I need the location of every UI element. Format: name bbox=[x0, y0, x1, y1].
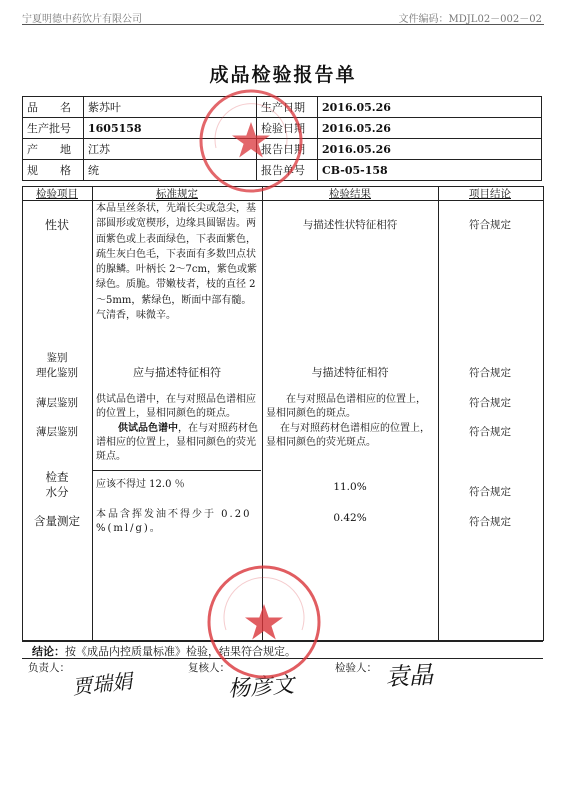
responsible-label: 负责人： bbox=[28, 662, 70, 674]
row-conclusion-identification: 符合规定 bbox=[469, 367, 511, 379]
test-date-label: 检验日期 bbox=[257, 118, 318, 139]
seal-star-icon bbox=[245, 604, 283, 640]
responsible-signature: 贾瑞娟 bbox=[71, 668, 134, 700]
inspector-signature: 袁晶 bbox=[384, 660, 434, 692]
report-date-value: 2016.05.26 bbox=[318, 139, 542, 160]
row-result-identification: 与描述特征相符 bbox=[311, 366, 389, 379]
row-result-tlc-1: 在与对照品色谱相应的位置上，显相同颜色的斑点。 bbox=[266, 394, 426, 419]
document-number: 文件编码：MDJL02－002－02 bbox=[398, 14, 542, 25]
row-item-moisture: 水分 bbox=[45, 485, 69, 499]
batch-value: 1605158 bbox=[84, 118, 257, 139]
test-date-value: 2016.05.26 bbox=[318, 118, 542, 139]
row-standard-tlc-1: 供试品色谱中，在与对照品色谱相应的位置上，显相同颜色的斑点。 bbox=[96, 394, 256, 419]
column-divider bbox=[92, 186, 93, 641]
production-date-value: 2016.05.26 bbox=[318, 97, 542, 118]
product-label: 品 名 bbox=[23, 97, 84, 118]
row-result-tlc-2: 在与对照药材色谱相应的位置上，显相同颜色的荧光斑点。 bbox=[266, 423, 430, 448]
page-title: 成品检验报告单 bbox=[209, 64, 357, 86]
row-conclusion-assay: 符合规定 bbox=[469, 516, 511, 528]
row-item-identification-heading: 鉴别 bbox=[46, 352, 68, 364]
conclusion-text: 按《成品内控质量标准》检验，结果符合规定。 bbox=[65, 645, 296, 658]
column-header-standard: 标准规定 bbox=[156, 188, 198, 200]
report-number-value: CB-05-158 bbox=[318, 160, 542, 181]
reviewer-signature: 杨彦文 bbox=[227, 672, 295, 703]
row-item-assay: 含量测定 bbox=[34, 514, 80, 528]
row-standard-tlc-2 bbox=[96, 422, 258, 464]
row-item-tlc-2 bbox=[22, 425, 92, 440]
inspector-label: 检验人： bbox=[335, 662, 377, 674]
origin-value: 江苏 bbox=[84, 139, 257, 160]
row-item-tlc-2-text: 薄层鉴别 bbox=[36, 426, 78, 438]
row-result-assay: 0.42% bbox=[333, 512, 367, 524]
row-standard-tlc-2-bold: 供试品色谱中 bbox=[118, 423, 178, 434]
row-item-check-heading: 检查 bbox=[45, 470, 69, 484]
column-header-item: 检验项目 bbox=[36, 188, 78, 200]
production-date-label: 生产日期 bbox=[257, 97, 318, 118]
reviewer-label: 复核人： bbox=[188, 662, 230, 674]
column-header-conclusion: 项目结论 bbox=[469, 188, 511, 200]
conclusion-label: 结论： bbox=[32, 645, 65, 658]
report-date-label: 报告日期 bbox=[257, 139, 318, 160]
row-conclusion-tlc-2: 符合规定 bbox=[469, 426, 511, 438]
batch-label: 生产批号 bbox=[23, 118, 84, 139]
quality-department-stamp bbox=[196, 86, 306, 196]
row-divider bbox=[93, 470, 261, 471]
header-rule bbox=[22, 24, 544, 25]
row-result-moisture: 11.0% bbox=[333, 481, 367, 493]
row-standard-assay: 本品含挥发油不得少于 0.20 %(ml/g)。 bbox=[96, 509, 252, 534]
row-item-identification: 理化鉴别 bbox=[36, 367, 78, 379]
row-standard-moisture: 应该不得过 12.0 ％ bbox=[96, 479, 185, 490]
company-header: 宁夏明德中药饮片有限公司 bbox=[22, 14, 142, 25]
row-item-appearance: 性状 bbox=[44, 218, 69, 232]
inspection-seal-stamp bbox=[204, 562, 324, 682]
spec-label: 规 格 bbox=[23, 160, 84, 181]
row-standard-identification: 应与描述特征相符 bbox=[133, 366, 221, 379]
column-header-result: 检验结果 bbox=[329, 188, 371, 200]
row-conclusion-moisture: 符合规定 bbox=[469, 486, 511, 498]
row-conclusion-appearance: 符合规定 bbox=[469, 219, 511, 231]
column-divider bbox=[438, 186, 439, 641]
row-standard-appearance: 本品呈丝条状，先端长尖或急尖，基部圆形或宽楔形，边缘具圆锯齿。两面紫色或上表面绿色，下表面紫色，疏生灰白色毛，下表面有多数凹点状的腺鳞。叶柄长 2～7cm，紫色或紫绿色。质脆。带嫩枝者，枝的直径 2～5mm，紫绿色，断面中部有髓。气清香，味微辛。 bbox=[96, 203, 257, 322]
origin-label: 产 地 bbox=[23, 139, 84, 160]
row-result-appearance: 与描述性状特征相符 bbox=[302, 219, 398, 231]
spec-value: 统 bbox=[84, 160, 257, 181]
stamp-star-icon bbox=[232, 122, 270, 158]
row-item-tlc-1: 薄层鉴别 bbox=[36, 397, 78, 409]
row-conclusion-tlc-1: 符合规定 bbox=[469, 397, 511, 409]
product-value: 紫苏叶 bbox=[84, 97, 257, 118]
report-number-label: 报告单号 bbox=[257, 160, 318, 181]
row-standard-tlc-2-text: ，在与对照药材色谱相应的位置上，显相同颜色的荧光斑点。 bbox=[96, 423, 258, 462]
